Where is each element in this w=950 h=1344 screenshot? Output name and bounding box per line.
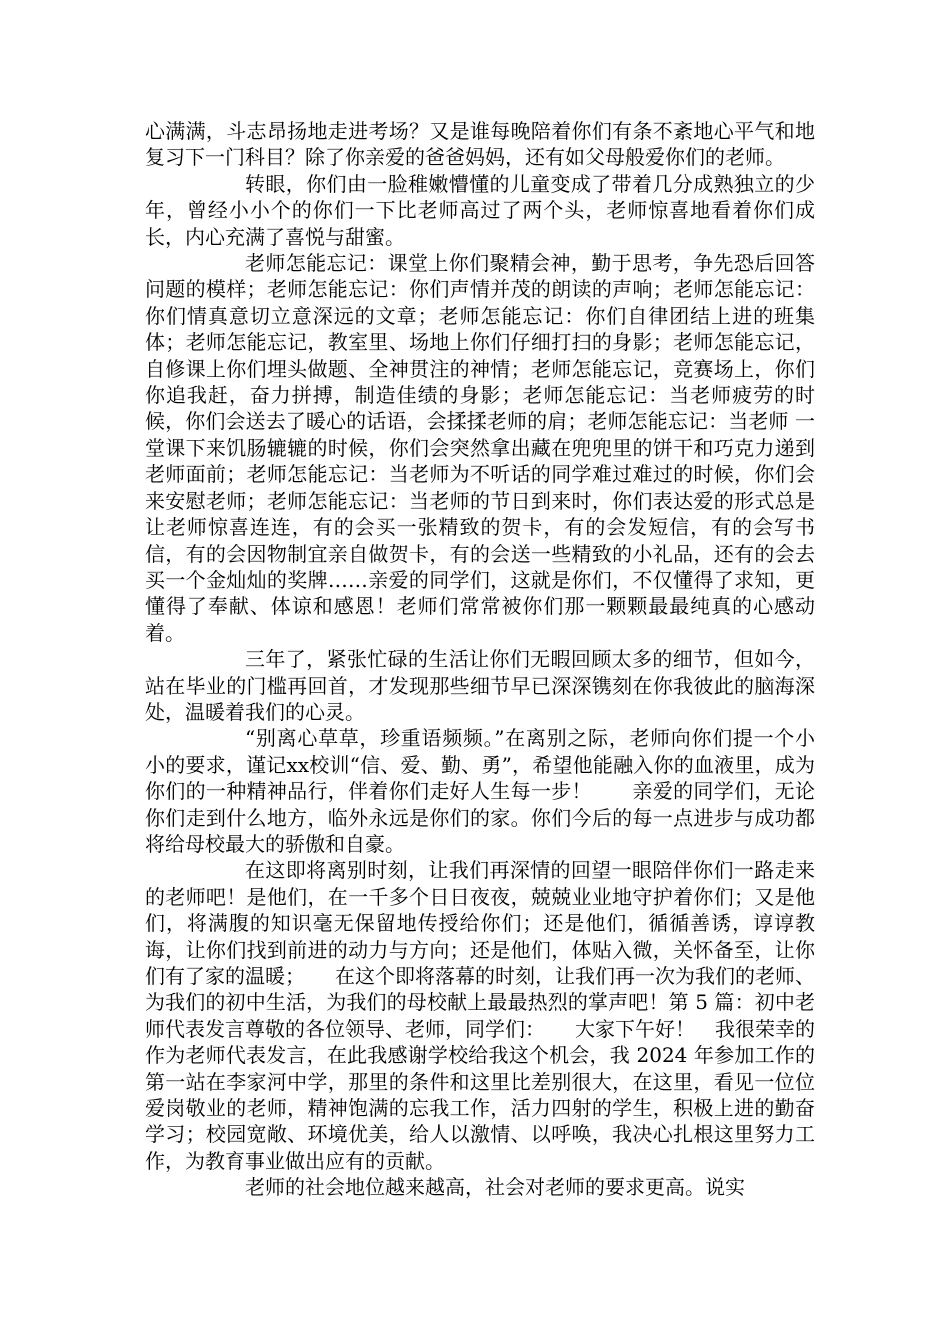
paragraph: 老师的社会地位越来越高，社会对老师的要求更高。说实 xyxy=(245,1175,745,1200)
paragraph: “别离心草草，珍重语频频。”在离别之际，老师向你们提一个小小的要求，谨记xx校训“信、爱、勤、勇”，希望他能融入你的血液里，成为你们的一种精神品行，伴着你们走好人生每一步！ 亲爱的同学们，无论你们走到什么地方，临外永远是你们的家。你们今后的每一点进步与成功都将给母校最大的骄傲和自豪。 xyxy=(145,726,815,856)
paragraph: 三年了，紧张忙碌的生活让你们无暇回顾太多的细节，但如今，站在毕业的门槛再回首，才发现那些细节早已深深镌刻在你我彼此的脑海深处，温暖着我们的心灵。 xyxy=(145,647,815,724)
paragraph: 在这即将离别时刻，让我们再深情的回望一眼陪伴你们一路走来的老师吧！是他们，在一千多个日日夜夜，兢兢业业地守护着你们；又是他们，将满腹的知识毫无保留地传授给你们；还是他们，循循善诱，谆谆教诲，让你们找到前进的动力与方向；还是他们，体贴入微，关怀备至，让你们有了家的温暖； 在这个即将落幕的时刻，让我们再一次为我们的老师、为我们的初中生活，为我们的母校献上最最热烈的掌声吧！第 5 篇：初中老师代表发言尊敬的各位领导、老师，同学们： 大家下午好！ 我很荣幸的作为老师代表发言，在此我感谢学校给我这个机会，我 2024 年参加工作的第一站在李家河中学，那里的条件和这里比差别很大，在这里，看见一位位爱岗敬业的老师，精神饱满的忘我工作，活力四射的学生，积极上进的勤奋学习；校园宽敞、环境优美，给人以激情、以呼唤，我决心扎根这里努力工作，为教育事业做出应有的贡献。 xyxy=(145,858,815,1173)
paragraph: 老师怎能忘记：课堂上你们聚精会神，勤于思考，争先恐后回答问题的模样；老师怎能忘记：你们声情并茂的朗读的声响；老师怎能忘记：你们情真意切立意深远的文章；老师怎能忘记：你们自律团结上进的班集体；老师怎能忘记，教室里、场地上你们仔细打扫的身影；老师怎能忘记，自修课上你们埋头做题、全神贯注的神情；老师怎能忘记，竞赛场上，你们你追我赶，奋力拼搏，制造佳绩的身影；老师怎能忘记：当老师疲劳的时候，你们会送去了暖心的话语，会揉揉老师的肩；老师怎能忘记：当老师 一堂课下来饥肠辘辘的时候，你们会突然拿出藏在兜兜里的饼干和巧克力递到老师面前；老师怎能忘记：当老师为不听话的同学难过难过的时候，你们会来安慰老师；老师怎能忘记：当老师的节日到来时，你们表达爱的形式总是让老师惊喜连连，有的会买一张精致的贺卡，有的会发短信，有的会写书信，有的会因物制宜亲自做贺卡，有的会送一些精致的小礼品，还有的会去买一个金灿灿的奖牌……亲爱的同学们，这就是你们，不仅懂得了求知，更懂得了奉献、体谅和感恩！老师们常常被你们那一颗颗最最纯真的心感动着。 xyxy=(145,251,815,645)
paragraph: 转眼，你们由一脸稚嫩懵懂的儿童变成了带着几分成熟独立的少年，曾经小小个的你们一下比老师高过了两个头，老师惊喜地看着你们成长，内心充满了喜悦与甜蜜。 xyxy=(145,171,815,249)
paragraph: 心满满，斗志昂扬地走进考场？又是谁每晚陪着你们有条不紊地心平气和地复习下一门科目？除了你亲爱的爸爸妈妈，还有如父母般爱你们的老师。 xyxy=(145,119,815,170)
document-body xyxy=(145,118,815,1201)
